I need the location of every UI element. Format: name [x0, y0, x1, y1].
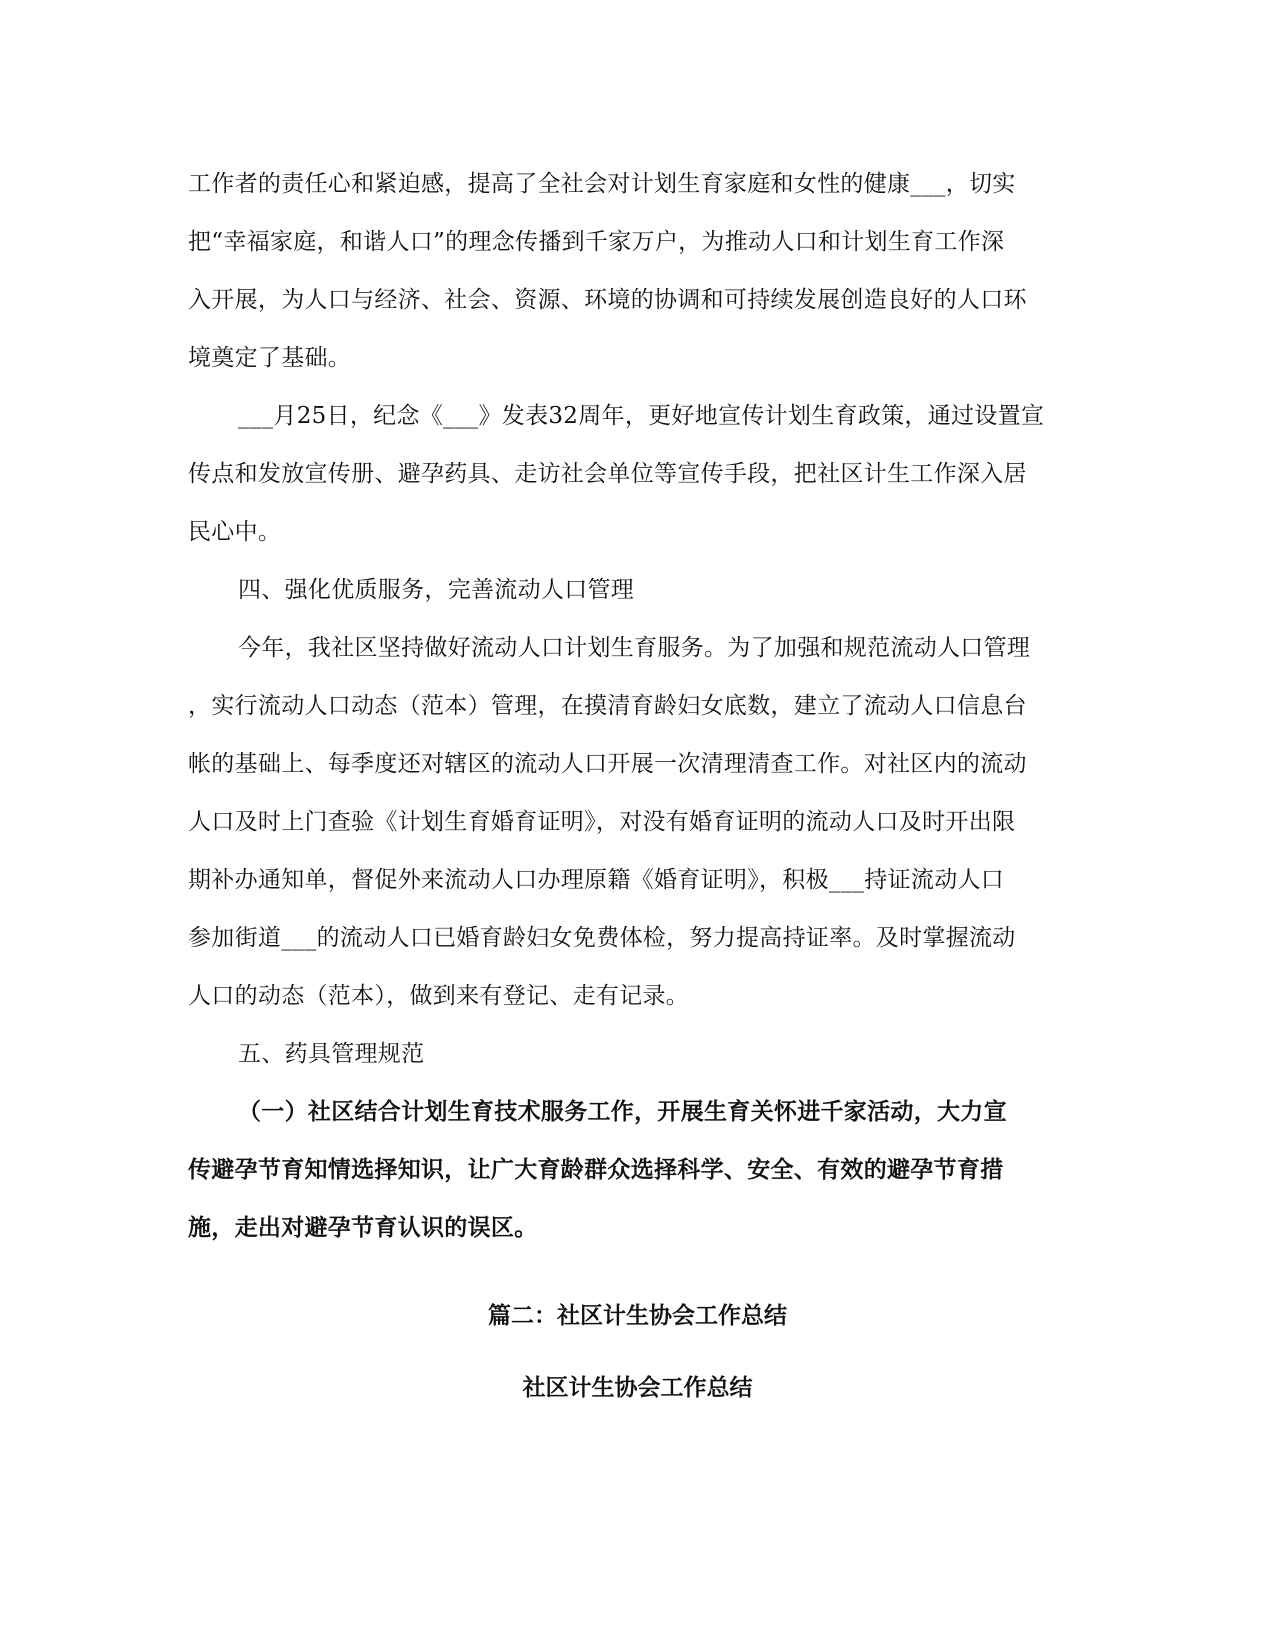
paragraph-line: 把“幸福家庭，和谐人口”的理念传播到千家万户，为推动人口和计划生育工作深	[188, 229, 1005, 255]
bold-paragraph-line: 传避孕节育知情选择知识，让广大育龄群众选择科学、安全、有效的避孕节育措	[188, 1156, 1004, 1183]
paragraph-line: 境奠定了基础。	[188, 345, 352, 371]
paragraph-line: 帐的基础上、每季度还对辖区的流动人口开展一次清理清查工作。对社区内的流动	[188, 751, 1027, 777]
paragraph-line: 人口及时上门查验《计划生育婚育证明》，对没有婚育证明的流动人口及时开出限	[188, 809, 1016, 835]
paragraph-line: 入开展，为人口与经济、社会、资源、环境的协调和可持续发展创造良好的人口环	[188, 287, 1027, 313]
paragraph-line: ，实行流动人口动态（范本）管理，在摸清育龄妇女底数，建立了流动人口信息台	[188, 693, 1027, 719]
section-title: 篇二：社区计生协会工作总结	[488, 1302, 787, 1329]
paragraph-line: 传点和发放宣传册、避孕药具、走访社会单位等宣传手段，把社区计生工作深入居	[188, 461, 1027, 487]
bold-paragraph-line: 施，走出对避孕节育认识的误区。	[188, 1214, 538, 1241]
bold-paragraph-line: （一）社区结合计划生育技术服务工作，开展生育关怀进千家活动，大力宣	[238, 1098, 1007, 1125]
section-heading: 五、药具管理规范	[238, 1041, 425, 1067]
section-heading: 四、强化优质服务，完善流动人口管理	[238, 577, 635, 603]
paragraph-line: 人口的动态（范本），做到来有登记、走有记录。	[188, 983, 690, 1009]
section-subtitle: 社区计生协会工作总结	[522, 1374, 753, 1401]
paragraph-line: 今年，我社区坚持做好流动人口计划生育服务。为了加强和规范流动人口管理	[238, 635, 1031, 661]
paragraph-line: ___月25日，纪念《___》发表32周年，更好地宣传计划生育政策，通过设置宣	[238, 403, 1045, 429]
paragraph-line: 工作者的责任心和紧迫感，提高了全社会对计划生育家庭和女性的健康___，切实	[188, 171, 1016, 197]
paragraph-line: 期补办通知单，督促外来流动人口办理原籍《婚育证明》，积极___持证流动人口	[188, 867, 1005, 893]
paragraph-line: 参加街道___的流动人口已婚育龄妇女免费体检，努力提高持证率。及时掌握流动	[188, 925, 1016, 951]
paragraph-line: 民心中。	[188, 519, 282, 545]
